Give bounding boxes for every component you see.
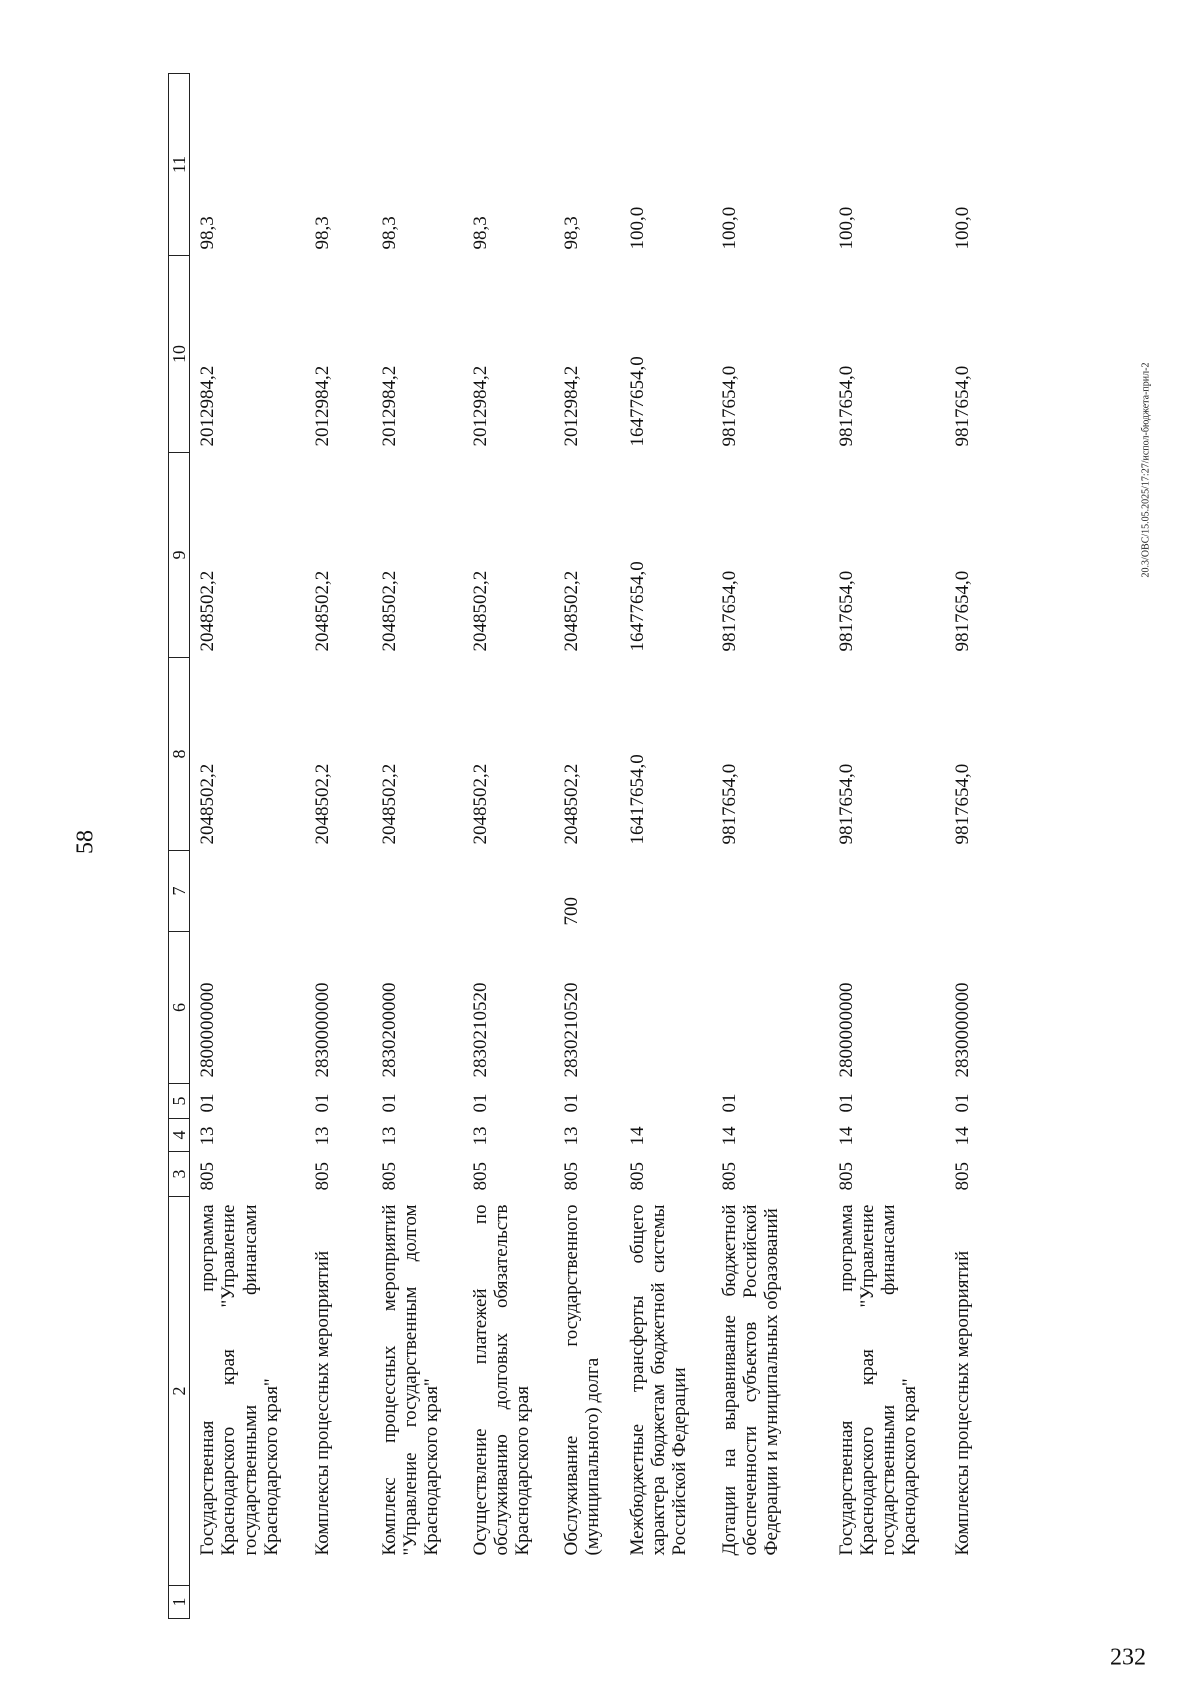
cell-col-1 bbox=[829, 1586, 945, 1619]
cell-description: Осуществление платежей по обслуживанию долговых обязательств Краснодарского края bbox=[469, 1204, 534, 1556]
cell-description: Дотации на выравнивание бюджетной обеспеченности субъектов Российской Федерации и муниципальных образований bbox=[718, 1204, 783, 1556]
cell-section: 13 bbox=[469, 1126, 491, 1146]
cell-col-1 bbox=[945, 1586, 1014, 1619]
cell-percent: 100,0 bbox=[718, 206, 740, 250]
cell-col-8: 2048502,2 bbox=[560, 763, 582, 845]
cell-target-article: 2830200000 bbox=[378, 982, 400, 1078]
cell-col-9: 16477654,0 bbox=[626, 561, 648, 652]
cell-expense-type bbox=[190, 851, 305, 932]
cell-description: Комплексы процессных мероприятий bbox=[311, 1250, 333, 1556]
rotated-table-container bbox=[168, 74, 1063, 1619]
cell-col-1 bbox=[712, 1586, 829, 1619]
cell-target-article bbox=[712, 932, 829, 1084]
table-row bbox=[712, 74, 829, 1619]
cell-target-article: 2830000000 bbox=[311, 982, 333, 1078]
cell-target-article: 2830000000 bbox=[951, 982, 973, 1078]
cell-subsection: 01 bbox=[378, 1093, 400, 1113]
cell-col-9: 9817654,0 bbox=[835, 570, 857, 652]
cell-subsection bbox=[620, 1084, 712, 1119]
cell-percent: 98,3 bbox=[311, 216, 333, 250]
cell-col-1 bbox=[620, 1586, 712, 1619]
cell-section: 14 bbox=[626, 1126, 648, 1146]
cell-percent: 98,3 bbox=[197, 216, 219, 250]
cell-expense-type bbox=[463, 851, 554, 932]
cell-ministry: 805 bbox=[197, 1162, 219, 1191]
header-col-9: 9 bbox=[169, 453, 190, 658]
cell-ministry: 805 bbox=[951, 1162, 973, 1191]
cell-col-10: 2012984,2 bbox=[560, 365, 582, 447]
cell-col-9: 9817654,0 bbox=[951, 570, 973, 652]
cell-target-article: 2800000000 bbox=[197, 982, 219, 1078]
cell-subsection: 01 bbox=[718, 1093, 740, 1113]
cell-target-article bbox=[620, 932, 712, 1084]
cell-col-8: 9817654,0 bbox=[951, 763, 973, 845]
cell-description: Комплексы процессных мероприятий bbox=[951, 1250, 973, 1556]
table-row bbox=[620, 74, 712, 1619]
cell-col-10: 16477654,0 bbox=[626, 356, 648, 447]
document-code: 20.3/ОВС/15.05.2025/17:27/испол-бюджета-прил-2 bbox=[1140, 362, 1152, 578]
cell-col-9: 2048502,2 bbox=[378, 570, 400, 652]
cell-ministry: 805 bbox=[835, 1162, 857, 1191]
cell-col-10: 9817654,0 bbox=[951, 365, 973, 447]
cell-col-10: 2012984,2 bbox=[197, 365, 219, 447]
cell-col-8: 16417654,0 bbox=[626, 754, 648, 845]
page-number: 58 bbox=[72, 830, 99, 854]
cell-expense-type: 700 bbox=[560, 897, 582, 926]
cell-ministry: 805 bbox=[718, 1162, 740, 1191]
table-row bbox=[305, 74, 372, 1619]
cell-col-8: 2048502,2 bbox=[378, 763, 400, 845]
cell-ministry: 805 bbox=[378, 1162, 400, 1191]
cell-expense-type bbox=[372, 851, 463, 932]
cell-col-1 bbox=[372, 1586, 463, 1619]
cell-subsection: 01 bbox=[951, 1093, 973, 1113]
cell-subsection: 01 bbox=[835, 1093, 857, 1113]
cell-ministry: 805 bbox=[560, 1162, 582, 1191]
cell-col-10: 2012984,2 bbox=[311, 365, 333, 447]
cell-subsection: 01 bbox=[311, 1093, 333, 1113]
cell-ministry: 805 bbox=[626, 1162, 648, 1191]
cell-section: 13 bbox=[311, 1126, 333, 1146]
cell-section: 14 bbox=[951, 1126, 973, 1146]
cell-section: 14 bbox=[718, 1126, 740, 1146]
header-col-2: 2 bbox=[169, 1197, 190, 1586]
cell-ministry: 805 bbox=[311, 1162, 333, 1191]
cell-col-1 bbox=[554, 1586, 620, 1619]
cell-expense-type bbox=[712, 851, 829, 932]
cell-expense-type bbox=[945, 851, 1014, 932]
cell-target-article: 2830210520 bbox=[560, 982, 582, 1078]
cell-description: Комплекс процессных мероприятий "Управление государственным долгом Краснодарского края" bbox=[378, 1204, 443, 1556]
cell-col-8: 2048502,2 bbox=[197, 763, 219, 845]
cell-col-1 bbox=[463, 1586, 554, 1619]
header-col-4: 4 bbox=[169, 1119, 190, 1152]
cell-expense-type bbox=[829, 851, 945, 932]
header-col-8: 8 bbox=[169, 658, 190, 851]
cell-col-8: 9817654,0 bbox=[835, 763, 857, 845]
cell-expense-type bbox=[620, 851, 712, 932]
cell-section: 14 bbox=[835, 1126, 857, 1146]
header-col-1: 1 bbox=[169, 1586, 190, 1619]
budget-table bbox=[168, 73, 1014, 1619]
cell-percent: 100,0 bbox=[835, 206, 857, 250]
cell-subsection: 01 bbox=[560, 1093, 582, 1113]
cell-col-9: 2048502,2 bbox=[560, 570, 582, 652]
header-col-10: 10 bbox=[169, 256, 190, 453]
table-row bbox=[829, 74, 945, 1619]
cell-col-10: 2012984,2 bbox=[378, 365, 400, 447]
cell-col-10: 2012984,2 bbox=[469, 365, 491, 447]
cell-col-8: 2048502,2 bbox=[311, 763, 333, 845]
cell-section: 13 bbox=[197, 1126, 219, 1146]
cell-description: Обслуживание государственного (муниципального) долга bbox=[560, 1204, 603, 1556]
table-row bbox=[190, 74, 305, 1619]
cell-ministry: 805 bbox=[469, 1162, 491, 1191]
cell-col-9: 2048502,2 bbox=[311, 570, 333, 652]
table-row bbox=[463, 74, 554, 1619]
header-col-6: 6 bbox=[169, 932, 190, 1084]
cell-col-8: 2048502,2 bbox=[469, 763, 491, 845]
cell-col-9: 2048502,2 bbox=[469, 570, 491, 652]
cell-col-10: 9817654,0 bbox=[835, 365, 857, 447]
header-col-5: 5 bbox=[169, 1084, 190, 1119]
header-col-3: 3 bbox=[169, 1152, 190, 1197]
cell-col-1 bbox=[305, 1586, 372, 1619]
cell-description: Государственная программа Краснодарского края "Управление государственными финансами Краснодарского края" bbox=[197, 1204, 282, 1556]
cell-percent: 100,0 bbox=[951, 206, 973, 250]
table-row bbox=[945, 74, 1014, 1619]
cell-target-article: 2830210520 bbox=[469, 982, 491, 1078]
cell-percent: 98,3 bbox=[560, 216, 582, 250]
cell-col-9: 9817654,0 bbox=[718, 570, 740, 652]
cell-description: Государственная программа Краснодарского края "Управление государственными финансами Краснодарского края" bbox=[835, 1204, 921, 1556]
cell-col-10: 9817654,0 bbox=[718, 365, 740, 447]
scan-page-number: 232 bbox=[1110, 1644, 1146, 1671]
cell-percent: 98,3 bbox=[378, 216, 400, 250]
header-col-11: 11 bbox=[169, 74, 190, 256]
cell-subsection: 01 bbox=[469, 1093, 491, 1113]
table-row bbox=[372, 74, 463, 1619]
cell-target-article: 2800000000 bbox=[835, 982, 857, 1078]
cell-description: Межбюджетные трансферты общего характера бюджетам бюджетной системы Российской Федерации bbox=[626, 1204, 691, 1556]
cell-col-9: 2048502,2 bbox=[197, 570, 219, 652]
cell-col-8: 9817654,0 bbox=[718, 763, 740, 845]
header-col-7: 7 bbox=[169, 851, 190, 932]
cell-percent: 98,3 bbox=[469, 216, 491, 250]
cell-subsection: 01 bbox=[197, 1093, 219, 1113]
cell-percent: 100,0 bbox=[626, 206, 648, 250]
cell-col-1 bbox=[190, 1586, 305, 1619]
cell-section: 13 bbox=[560, 1126, 582, 1146]
header-row bbox=[169, 74, 190, 1619]
cell-expense-type bbox=[305, 851, 372, 932]
cell-section: 13 bbox=[378, 1126, 400, 1146]
table-row bbox=[554, 74, 620, 1619]
